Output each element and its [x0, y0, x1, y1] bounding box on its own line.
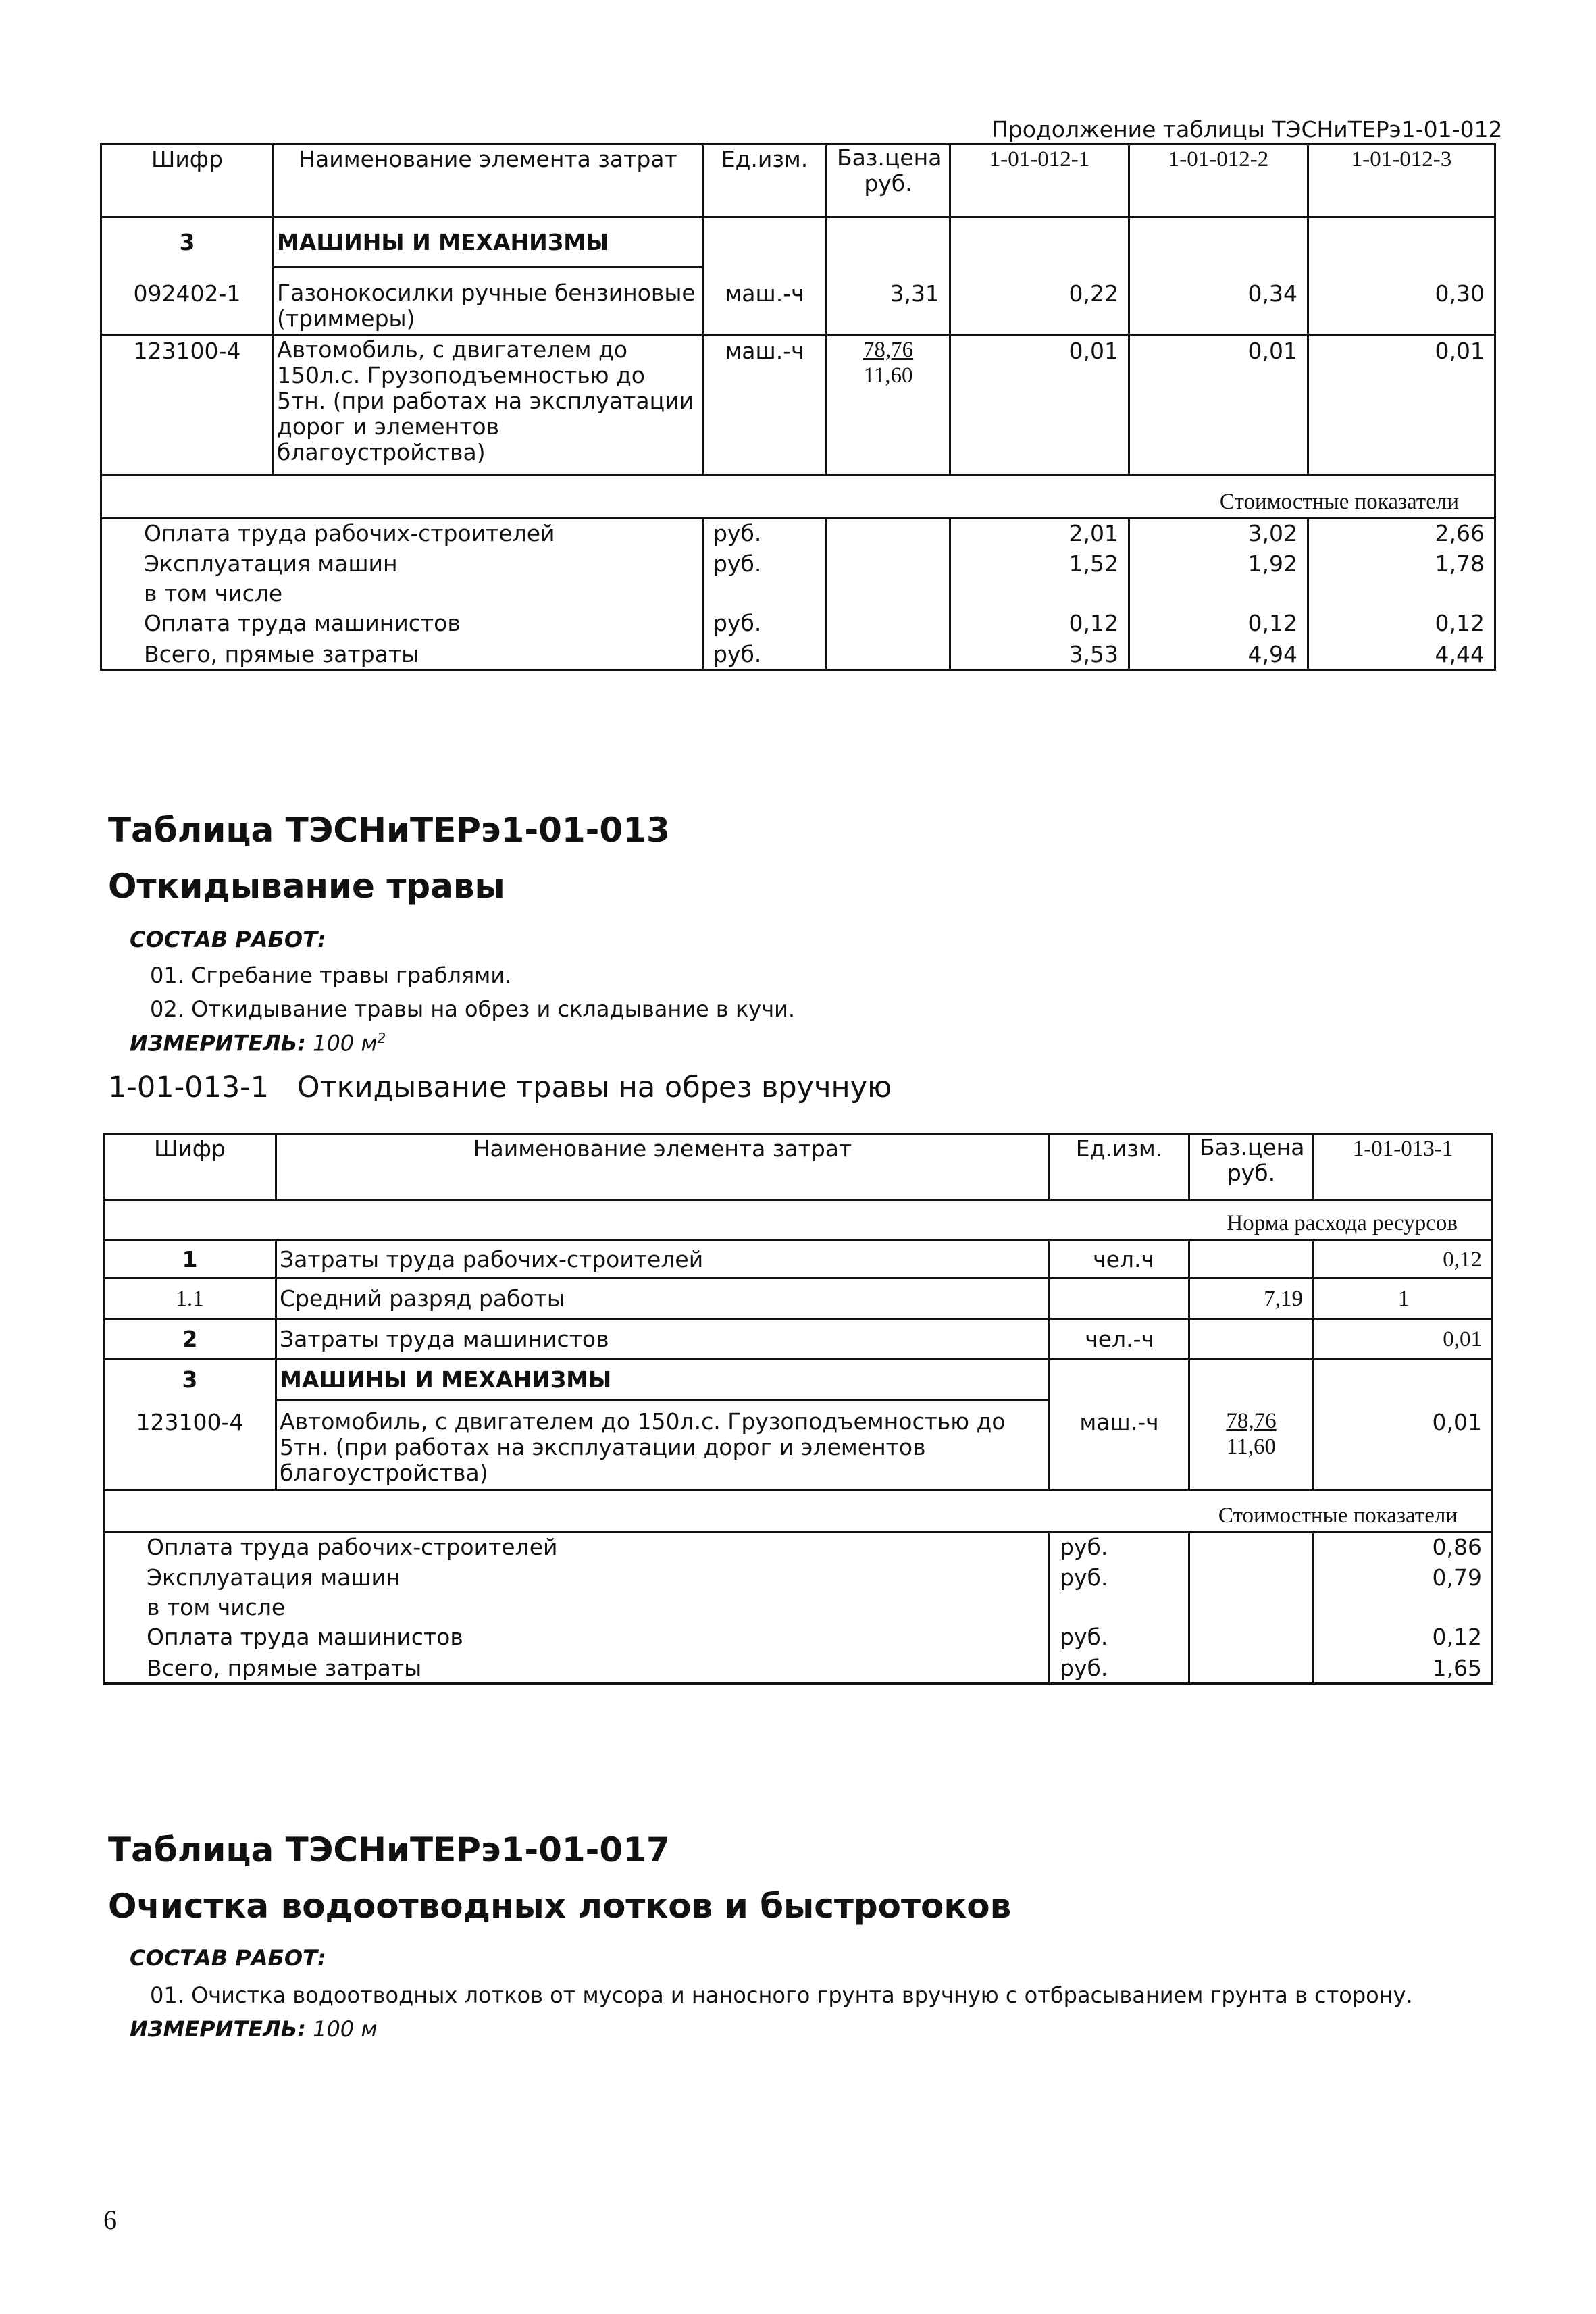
row-price-secondary: 11,60 — [1226, 1434, 1277, 1459]
cost-name: Оплата труда машинистов — [101, 609, 703, 640]
norm-header-row — [104, 1200, 1493, 1241]
row-value-1: 0,01 — [1314, 1400, 1493, 1491]
header-name: Наименование элемента затрат — [274, 145, 703, 217]
section-2-work-1: 01. Сгребание травы граблями. — [150, 962, 512, 988]
header-col-2: 1-01-012-2 — [1129, 145, 1308, 217]
section-3-work-label: СОСТАВ РАБОТ: — [130, 1945, 326, 1971]
measure-label: ИЗМЕРИТЕЛЬ: — [130, 1030, 306, 1056]
cost-header-row — [101, 475, 1495, 519]
row-name: Затраты труда машинистов — [276, 1319, 1050, 1360]
measure-label: ИЗМЕРИТЕЛЬ: — [130, 2016, 306, 2042]
cost-value-2: 3,02 — [1129, 519, 1308, 550]
row-price: 7,19 — [1189, 1279, 1314, 1319]
row-value-3: 0,30 — [1308, 267, 1495, 335]
header-name: Наименование элемента затрат — [276, 1134, 1050, 1200]
row-unit: чел.ч — [1050, 1241, 1189, 1279]
header-col-1: 1-01-013-1 — [1314, 1134, 1493, 1200]
cost-name: Всего, прямые затраты — [104, 1654, 1050, 1684]
table-row — [104, 1360, 1493, 1400]
table-row — [101, 519, 1495, 550]
section-3-measure — [130, 2016, 377, 2042]
row-name: Газонокосилки ручные бензиновые (триммеры) — [274, 267, 703, 335]
row-unit — [1050, 1279, 1189, 1319]
section-num: 3 — [101, 217, 274, 267]
section-3-subtitle: Очистка водоотводных лотков и быстротоков — [108, 1886, 1012, 1926]
cost-value-3: 1,78 — [1308, 550, 1495, 580]
cost-header-row — [104, 1491, 1493, 1533]
table-2 — [103, 1133, 1493, 1685]
cost-unit: руб. — [1050, 1623, 1189, 1654]
table-2-header — [104, 1134, 1493, 1200]
cost-value-1: 1,52 — [950, 550, 1129, 580]
table-row — [101, 609, 1495, 640]
section-num: 3 — [104, 1360, 276, 1400]
row-name: Автомобиль, с двигателем до 150л.с. Грузоподъемностью до 5тн. (при работах на эксплуатации дорог и элементов благоустройства) — [276, 1400, 1050, 1491]
cost-unit: руб. — [1050, 1533, 1189, 1564]
cost-name: Оплата труда машинистов — [104, 1623, 1050, 1654]
table-1 — [100, 143, 1496, 671]
table-row — [101, 267, 1495, 335]
cost-header: Стоимостные показатели — [101, 475, 1495, 519]
row-value-2: 0,34 — [1129, 267, 1308, 335]
measure-superscript: 2 — [377, 1030, 386, 1046]
section-3-work-1: 01. Очистка водоотводных лотков от мусора и наносного грунта вручную с отбрасыванием грунта в сторону. — [150, 1982, 1413, 2008]
cost-value-3: 0,12 — [1308, 609, 1495, 640]
row-code: 2 — [104, 1319, 276, 1360]
table-row — [101, 580, 1495, 609]
row-name: Затраты труда рабочих-строителей — [276, 1241, 1050, 1279]
cost-value-1: 0,86 — [1314, 1533, 1493, 1564]
table-row — [101, 640, 1495, 670]
row-value-1: 0,22 — [950, 267, 1129, 335]
table-row — [101, 335, 1495, 475]
norm-header: Норма расхода ресурсов — [104, 1200, 1493, 1241]
row-value-1: 0,01 — [1314, 1319, 1493, 1360]
row-price — [1189, 1319, 1314, 1360]
row-value-2: 0,01 — [1129, 335, 1308, 475]
table-row — [104, 1241, 1493, 1279]
cost-name: Оплата труда рабочих-строителей — [101, 519, 703, 550]
table-row — [101, 550, 1495, 580]
cost-unit: руб. — [703, 550, 827, 580]
section-2-title: Таблица ТЭСНиТЕРэ1-01-013 — [108, 811, 670, 850]
header-unit: Ед.изм. — [703, 145, 827, 217]
row-code: 1.1 — [104, 1279, 276, 1319]
row-value-1: 1 — [1314, 1279, 1493, 1319]
cost-value-1: 3,53 — [950, 640, 1129, 670]
cost-unit: руб. — [703, 609, 827, 640]
cost-value-1: 0,79 — [1314, 1564, 1493, 1593]
table-row — [104, 1400, 1493, 1491]
row-price: 78,76 — [1226, 1408, 1277, 1433]
cost-unit: руб. — [1050, 1564, 1189, 1593]
row-unit: чел.-ч — [1050, 1319, 1189, 1360]
cost-name: в том числе — [101, 580, 703, 609]
row-value-1: 0,01 — [950, 335, 1129, 475]
table-row — [104, 1564, 1493, 1593]
row-name: Средний разряд работы — [276, 1279, 1050, 1319]
header-unit: Ед.изм. — [1050, 1134, 1189, 1200]
header-code: Шифр — [104, 1134, 276, 1200]
cost-value-2: 0,12 — [1129, 609, 1308, 640]
page-number: 6 — [103, 2205, 117, 2235]
cost-unit: руб. — [703, 640, 827, 670]
cost-unit: руб. — [1050, 1654, 1189, 1684]
cost-unit: руб. — [703, 519, 827, 550]
table-row — [104, 1533, 1493, 1564]
row-unit: маш.-ч — [703, 267, 827, 335]
section-2-work-2: 02. Откидывание травы на обрез и складывание в кучи. — [150, 996, 796, 1022]
row-code: 123100-4 — [104, 1400, 276, 1491]
section-title: МАШИНЫ И МЕХАНИЗМЫ — [276, 1360, 1050, 1400]
header-col-3: 1-01-012-3 — [1308, 145, 1495, 217]
cost-name: Эксплуатация машин — [101, 550, 703, 580]
table-row — [104, 1654, 1493, 1684]
cost-name: Эксплуатация машин — [104, 1564, 1050, 1593]
cost-value-1: 2,01 — [950, 519, 1129, 550]
cost-name: в том числе — [104, 1593, 1050, 1623]
row-value-1: 0,12 — [1314, 1241, 1493, 1279]
table-1-header — [101, 145, 1495, 217]
header-col-1: 1-01-012-1 — [950, 145, 1129, 217]
table-row — [104, 1593, 1493, 1623]
row-value-3: 0,01 — [1308, 335, 1495, 475]
cost-value-1: 1,65 — [1314, 1654, 1493, 1684]
table-row — [101, 217, 1495, 267]
cost-value-3: 2,66 — [1308, 519, 1495, 550]
row-code: 092402-1 — [101, 267, 274, 335]
row-code: 1 — [104, 1241, 276, 1279]
measure-value: 100 м — [313, 1030, 378, 1056]
cost-value-1: 0,12 — [1314, 1623, 1493, 1654]
row-name: Автомобиль, с двигателем до 150л.с. Грузоподъемностью до 5тн. (при работах на эксплуатации дорог и элементов благоустройства) — [274, 335, 703, 475]
row-unit: маш.-ч — [1050, 1400, 1189, 1491]
measure-value: 100 м — [313, 2016, 378, 2042]
section-2-measure — [130, 1030, 386, 1056]
section-2-work-label: СОСТАВ РАБОТ: — [130, 927, 326, 952]
cost-value-1: 0,12 — [950, 609, 1129, 640]
cost-value-3: 4,44 — [1308, 640, 1495, 670]
item-code: 1-01-013-1 — [108, 1071, 269, 1104]
cost-name: Оплата труда рабочих-строителей — [104, 1533, 1050, 1564]
cost-value-2: 4,94 — [1129, 640, 1308, 670]
row-price — [1189, 1241, 1314, 1279]
header-price: Баз.цена руб. — [827, 145, 950, 217]
item-line — [108, 1071, 892, 1104]
row-code: 123100-4 — [101, 335, 274, 475]
cost-value-2: 1,92 — [1129, 550, 1308, 580]
table-row — [104, 1279, 1493, 1319]
header-code: Шифр — [101, 145, 274, 217]
cost-name: Всего, прямые затраты — [101, 640, 703, 670]
table-row — [104, 1319, 1493, 1360]
section-title: МАШИНЫ И МЕХАНИЗМЫ — [274, 217, 703, 267]
section-3-title: Таблица ТЭСНиТЕРэ1-01-017 — [108, 1830, 670, 1870]
cost-header: Стоимостные показатели — [104, 1491, 1493, 1533]
continuation-note: Продолжение таблицы ТЭСНиТЕРэ1-01-012 — [992, 116, 1503, 143]
table-row — [104, 1623, 1493, 1654]
item-name: Откидывание травы на обрез вручную — [297, 1071, 892, 1104]
row-price-secondary: 11,60 — [863, 363, 913, 388]
row-unit: маш.-ч — [703, 335, 827, 475]
row-price: 78,76 — [863, 338, 914, 362]
section-2-subtitle: Откидывание травы — [108, 867, 505, 906]
header-price: Баз.цена руб. — [1189, 1134, 1314, 1200]
row-price: 3,31 — [827, 267, 950, 335]
